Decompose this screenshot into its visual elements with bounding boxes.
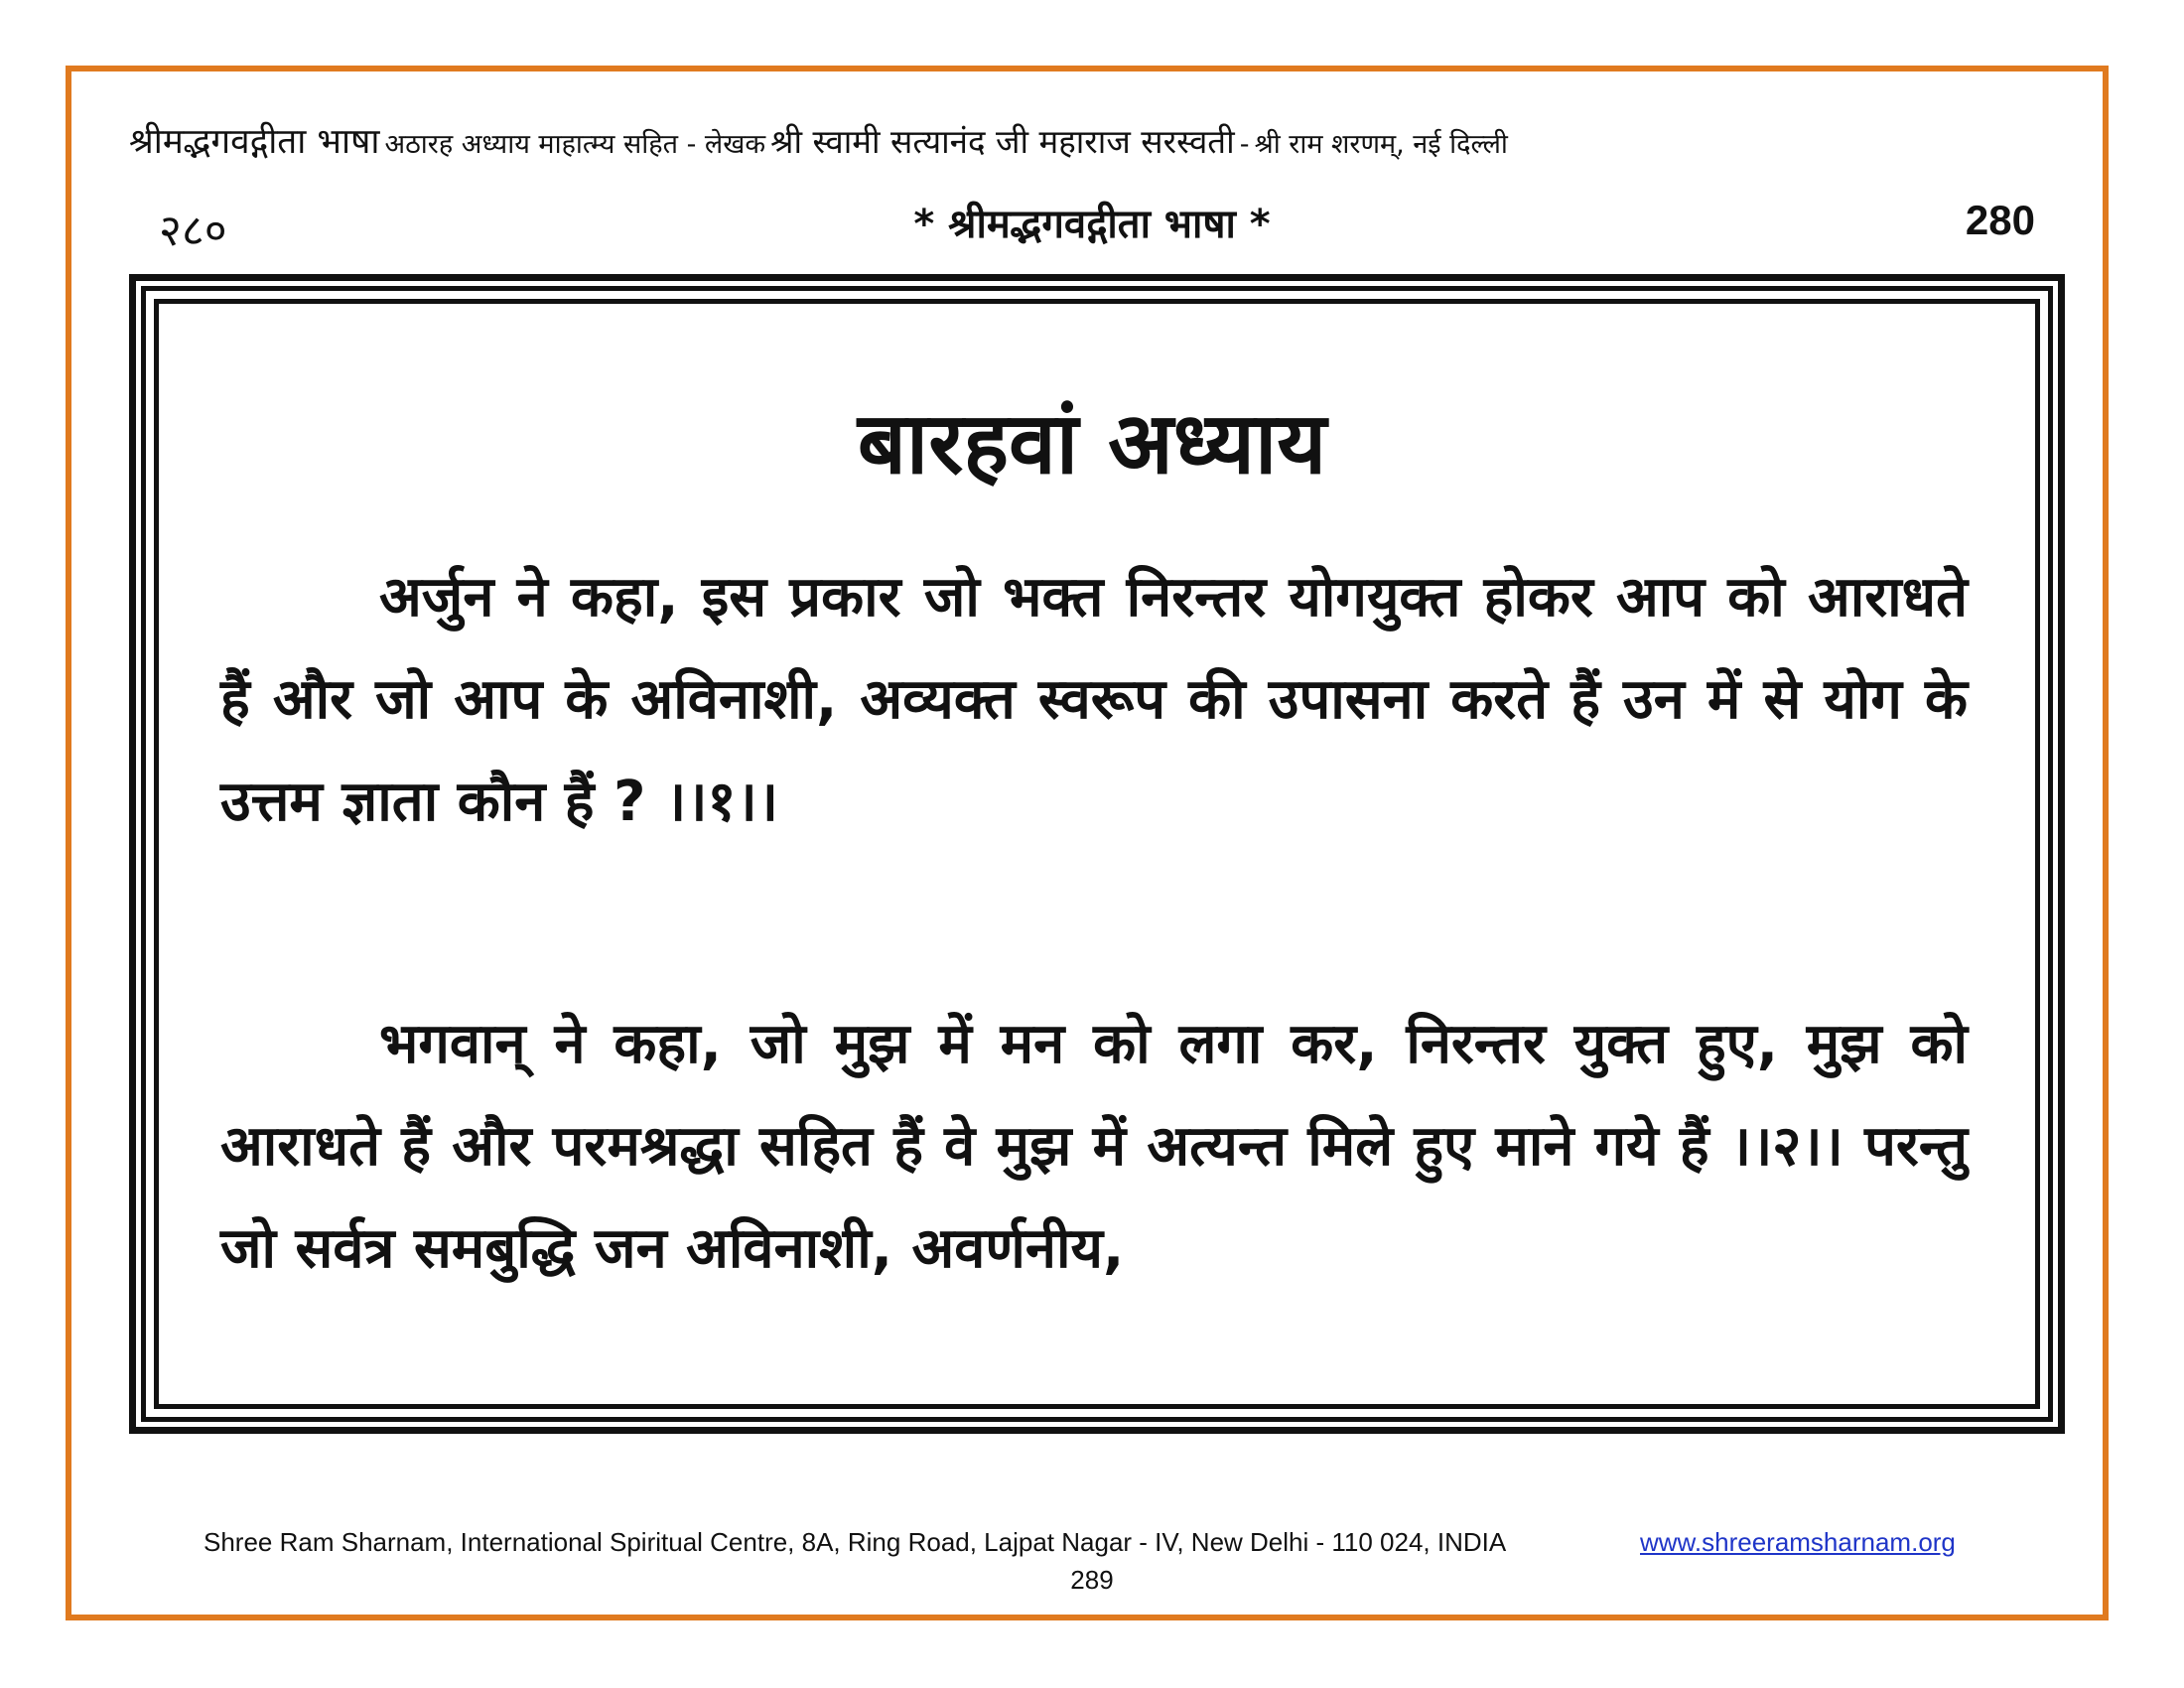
website-link[interactable]: www.shreeramsharnam.org bbox=[1640, 1527, 1956, 1557]
page-number-devanagari: २८० bbox=[159, 206, 227, 256]
verse-paragraph-2 bbox=[220, 993, 1968, 1300]
book-subtitle: अठारह अध्याय माहात्म्य सहित - लेखक bbox=[384, 129, 766, 160]
book-title: श्रीमद्भगवद्गीता भाषा bbox=[129, 122, 380, 162]
page-number-original: 280 bbox=[1965, 197, 2035, 243]
footer-page-number: 289 bbox=[1070, 1565, 1114, 1595]
header-separator: - bbox=[1239, 129, 1250, 160]
chapter-title: बारहवां अध्याय bbox=[857, 394, 1327, 493]
running-head-title: * श्रीमद्भगवद्गीता भाषा * bbox=[913, 202, 1271, 247]
verse-1-text: अर्जुन ने कहा, इस प्रकार जो भक्त निरन्तर योगयुक्त होकर आप को आराधते हैं और जो आप के अविनाशी, अव्यक्त स्वरूप की उपासना करते हैं उन में से योग के उत्तम ज्ञाता कौन हैं ? ।।१।। bbox=[220, 565, 1968, 834]
footer-address: Shree Ram Sharnam, International Spiritual Centre, 8A, Ring Road, Lajpat Nagar - IV, New Delhi - 110 024, INDIA bbox=[204, 1527, 1507, 1557]
author-name: श्री स्वामी सत्यानंद जी महाराज सरस्वती bbox=[770, 122, 1235, 161]
verse-2-text: भगवान् ने कहा, जो मुझ में मन को लगा कर, निरन्तर युक्त हुए, मुझ को आराधते हैं और परमश्रद्धा सहित हैं वे मुझ में अत्यन्त मिले हुए माने गये हैं ।।२।। परन्तु जो सर्वत्र समबुद्धि जन अविनाशी, अवर्णनीय, bbox=[220, 1012, 1968, 1281]
publisher-name: श्री राम शरणम्, नई दिल्ली bbox=[1254, 129, 1508, 160]
verse-paragraph-1 bbox=[220, 546, 1968, 853]
book-header bbox=[129, 117, 2065, 164]
